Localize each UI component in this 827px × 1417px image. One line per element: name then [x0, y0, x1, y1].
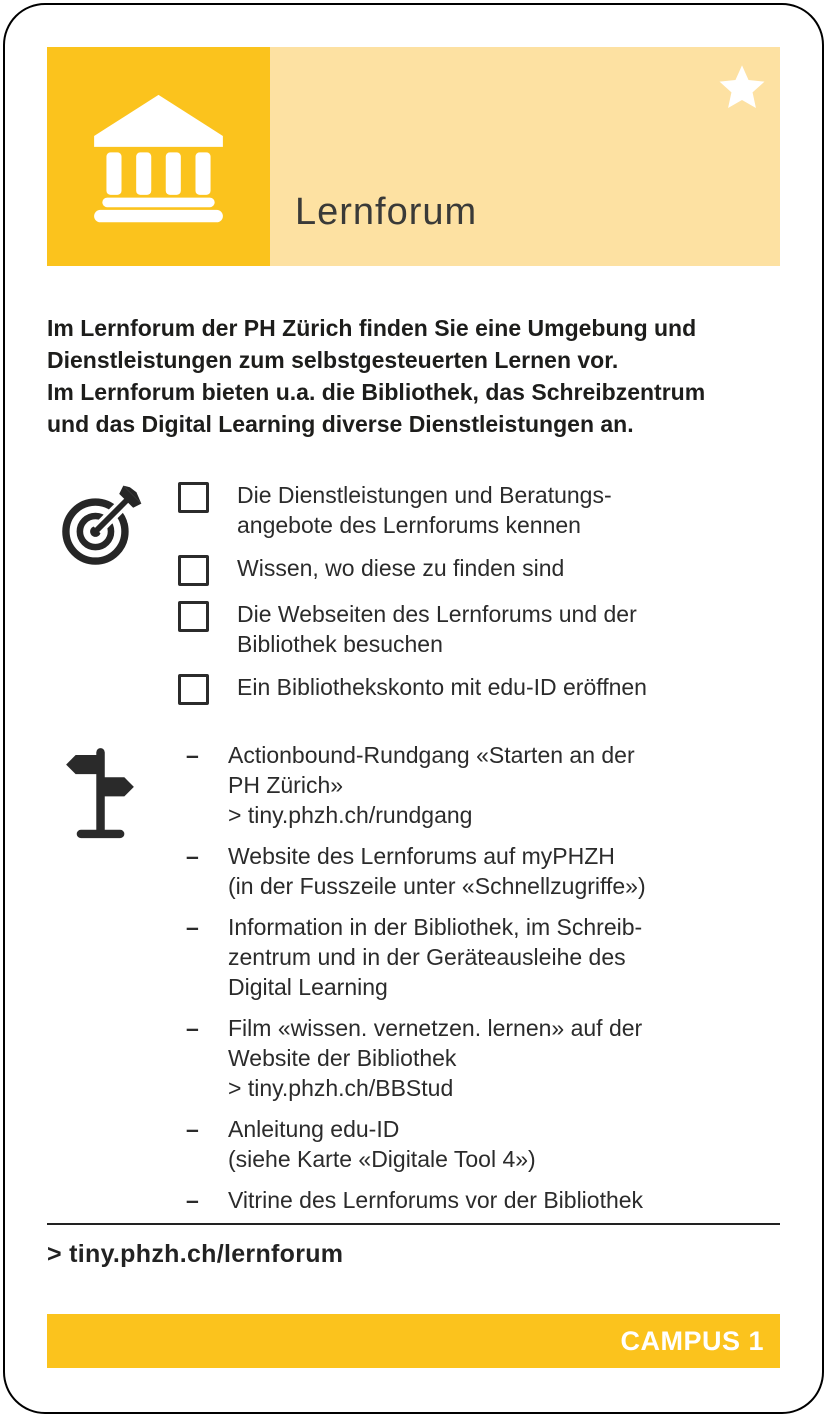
signpost-link-line: > tiny.phzh.ch/BBStud: [228, 1075, 454, 1101]
goal-item: [178, 553, 783, 586]
goal-line: Wissen, wo diese zu finden sind: [237, 555, 565, 581]
goal-line: Die Dienstleistungen und Beratungs-: [237, 482, 612, 508]
signpost-icon: [64, 746, 136, 852]
signpost-icon-column: [47, 740, 178, 1226]
signpost-text: [228, 1185, 643, 1215]
dash-marker: –: [186, 1015, 199, 1041]
signpost-text: [228, 1114, 536, 1174]
intro-line: Im Lernforum bieten u.a. die Bibliothek, das Schreibzentrum: [47, 379, 706, 405]
intro-line: Im Lernforum der PH Zürich finden Sie eine Umgebung und: [47, 315, 697, 341]
signpost-list: [178, 740, 783, 1226]
goal-text: [237, 672, 647, 705]
goal-checkbox[interactable]: [178, 601, 209, 632]
intro-line: Dienstleistungen zum selbstgesteuerten Lernen vor.: [47, 347, 619, 373]
intro-paragraph: [47, 312, 787, 440]
campus-bar: [47, 1314, 780, 1368]
goal-line: Bibliothek besuchen: [237, 631, 443, 657]
goals-section: [47, 480, 783, 718]
footer-divider: [47, 1223, 780, 1225]
campus-label: CAMPUS 1: [620, 1325, 764, 1356]
signpost-item: [178, 740, 783, 830]
signpost-line: Anleitung edu-ID: [228, 1116, 400, 1142]
signpost-line: PH Zürich»: [228, 772, 344, 798]
signpost-item: [178, 1013, 783, 1103]
goal-item: [178, 480, 783, 540]
dash-marker: –: [186, 742, 199, 768]
goals-list: [178, 480, 783, 718]
signpost-item: [178, 841, 783, 901]
signpost-line: (in der Fusszeile unter «Schnellzugriffe»): [228, 873, 646, 899]
goal-item: [178, 672, 783, 705]
dash-marker: –: [186, 1116, 199, 1142]
intro-line: und das Digital Learning diverse Dienstleistungen an.: [47, 411, 634, 437]
signpost-text: [228, 841, 646, 901]
dash-marker: –: [186, 914, 199, 940]
library-building-icon: [90, 88, 227, 225]
dash-marker: –: [186, 843, 199, 869]
goal-line: Die Webseiten des Lernforums und der: [237, 601, 637, 627]
signpost-section: [47, 740, 783, 1226]
footer-link[interactable]: > tiny.phzh.ch/lernforum: [47, 1240, 344, 1268]
signpost-line: Website der Bibliothek: [228, 1045, 457, 1071]
goal-checkbox[interactable]: [178, 674, 209, 705]
favorite-star-icon: [718, 64, 766, 111]
goal-text: [237, 480, 612, 540]
signpost-line: Digital Learning: [228, 974, 388, 1000]
signpost-link-line: > tiny.phzh.ch/rundgang: [228, 802, 473, 828]
page-title: Lernforum: [295, 191, 478, 233]
signpost-line: Website des Lernforums auf myPHZH: [228, 843, 615, 869]
signpost-item: [178, 1185, 783, 1215]
goal-line: angebote des Lernforums kennen: [237, 512, 581, 538]
signpost-line: Actionbound-Rundgang «Starten an der: [228, 742, 635, 768]
goal-text: [237, 599, 637, 659]
goal-text: [237, 553, 564, 586]
goal-checkbox[interactable]: [178, 555, 209, 586]
signpost-line: Film «wissen. vernetzen. lernen» auf der: [228, 1015, 643, 1041]
signpost-line: Information in der Bibliothek, im Schreib-: [228, 914, 643, 940]
signpost-line: zentrum und in der Geräteausleihe des: [228, 944, 626, 970]
header: [47, 47, 780, 266]
goal-checkbox[interactable]: [178, 482, 209, 513]
signpost-line: (siehe Karte «Digitale Tool 4»): [228, 1146, 536, 1172]
signpost-text: [228, 1013, 642, 1103]
signpost-item: [178, 1114, 783, 1174]
signpost-text: [228, 912, 642, 1002]
header-title-panel: [270, 47, 780, 266]
goal-item: [178, 599, 783, 659]
signpost-line: Vitrine des Lernforums vor der Bibliothek: [228, 1187, 644, 1213]
target-goal-icon: [61, 484, 143, 566]
goals-icon-column: [47, 480, 178, 718]
signpost-item: [178, 912, 783, 1002]
goal-line: Ein Bibliothekskonto mit edu-ID eröffnen: [237, 674, 647, 700]
dash-marker: –: [186, 1187, 199, 1213]
header-icon-panel: [47, 47, 270, 266]
signpost-text: [228, 740, 635, 830]
